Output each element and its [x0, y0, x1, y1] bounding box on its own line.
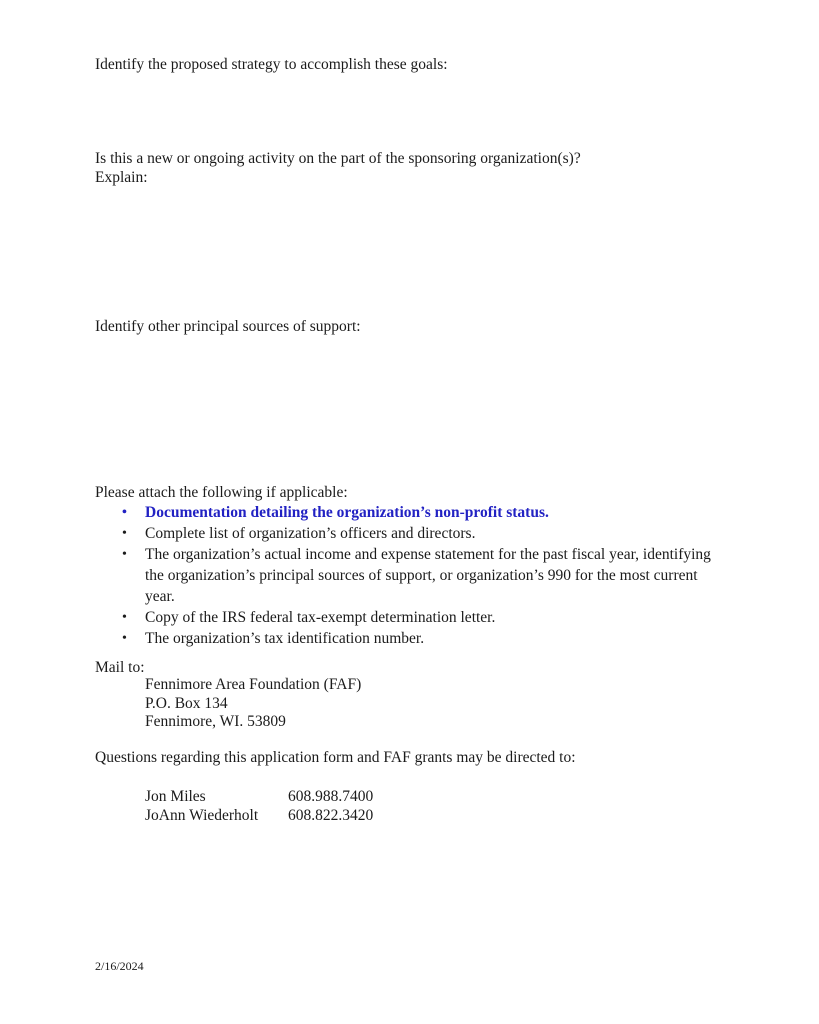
attachment-item	[95, 607, 720, 628]
mailto-address-line: Fennimore Area Foundation (FAF)	[145, 676, 362, 693]
contact-row	[145, 788, 373, 807]
mailto-address	[145, 676, 361, 732]
attachments-intro: Please attach the following if applicable:	[95, 484, 348, 501]
contact-name: JoAnn Wiederholt	[145, 806, 259, 824]
mailto-label: Mail to:	[95, 659, 145, 676]
attachment-item	[95, 502, 720, 523]
bullet-icon: •	[122, 505, 127, 520]
ongoing-question: Is this a new or ongoing activity on the part of the sponsoring organization(s)?	[95, 150, 581, 167]
bullet-icon: •	[122, 526, 127, 541]
contacts-list	[145, 788, 373, 825]
mailto-address-line: Fennimore, WI. 53809	[145, 713, 286, 730]
ongoing-question-block	[95, 149, 581, 187]
contact-phone: 608.988.7400	[288, 788, 374, 805]
attachment-item-text: Documentation detailing the organization’s non-profit status.	[145, 504, 549, 521]
attachment-item	[95, 523, 720, 544]
sources-prompt: Identify other principal sources of support:	[95, 318, 361, 335]
attachment-item	[95, 544, 720, 607]
explain-label: Explain:	[95, 169, 148, 186]
mailto-address-line: P.O. Box 134	[145, 694, 228, 712]
bullet-icon: •	[122, 631, 127, 646]
questions-line: Questions regarding this application form and FAF grants may be directed to:	[95, 749, 576, 766]
attachment-item	[95, 628, 720, 649]
bullet-icon: •	[122, 547, 127, 562]
contact-phone: 608.822.3420	[288, 806, 374, 824]
bullet-icon: •	[122, 610, 127, 625]
attachment-item-text: Complete list of organization’s officers and directors.	[145, 525, 476, 542]
attachment-item-text: The organization’s tax identification number.	[145, 630, 425, 647]
attachment-item-text: Copy of the IRS federal tax-exempt determination letter.	[145, 609, 496, 626]
contact-name: Jon Miles	[145, 788, 206, 805]
contact-row	[145, 807, 373, 826]
attachments-list	[95, 502, 720, 649]
strategy-prompt: Identify the proposed strategy to accomplish these goals:	[95, 56, 448, 73]
attachment-item-text: The organization’s actual income and expense statement for the past fiscal year, identifying the organization’s principal sources of support, or organization’s 990 for the most current year.	[145, 546, 711, 605]
footer-date: 2/16/2024	[95, 959, 144, 973]
